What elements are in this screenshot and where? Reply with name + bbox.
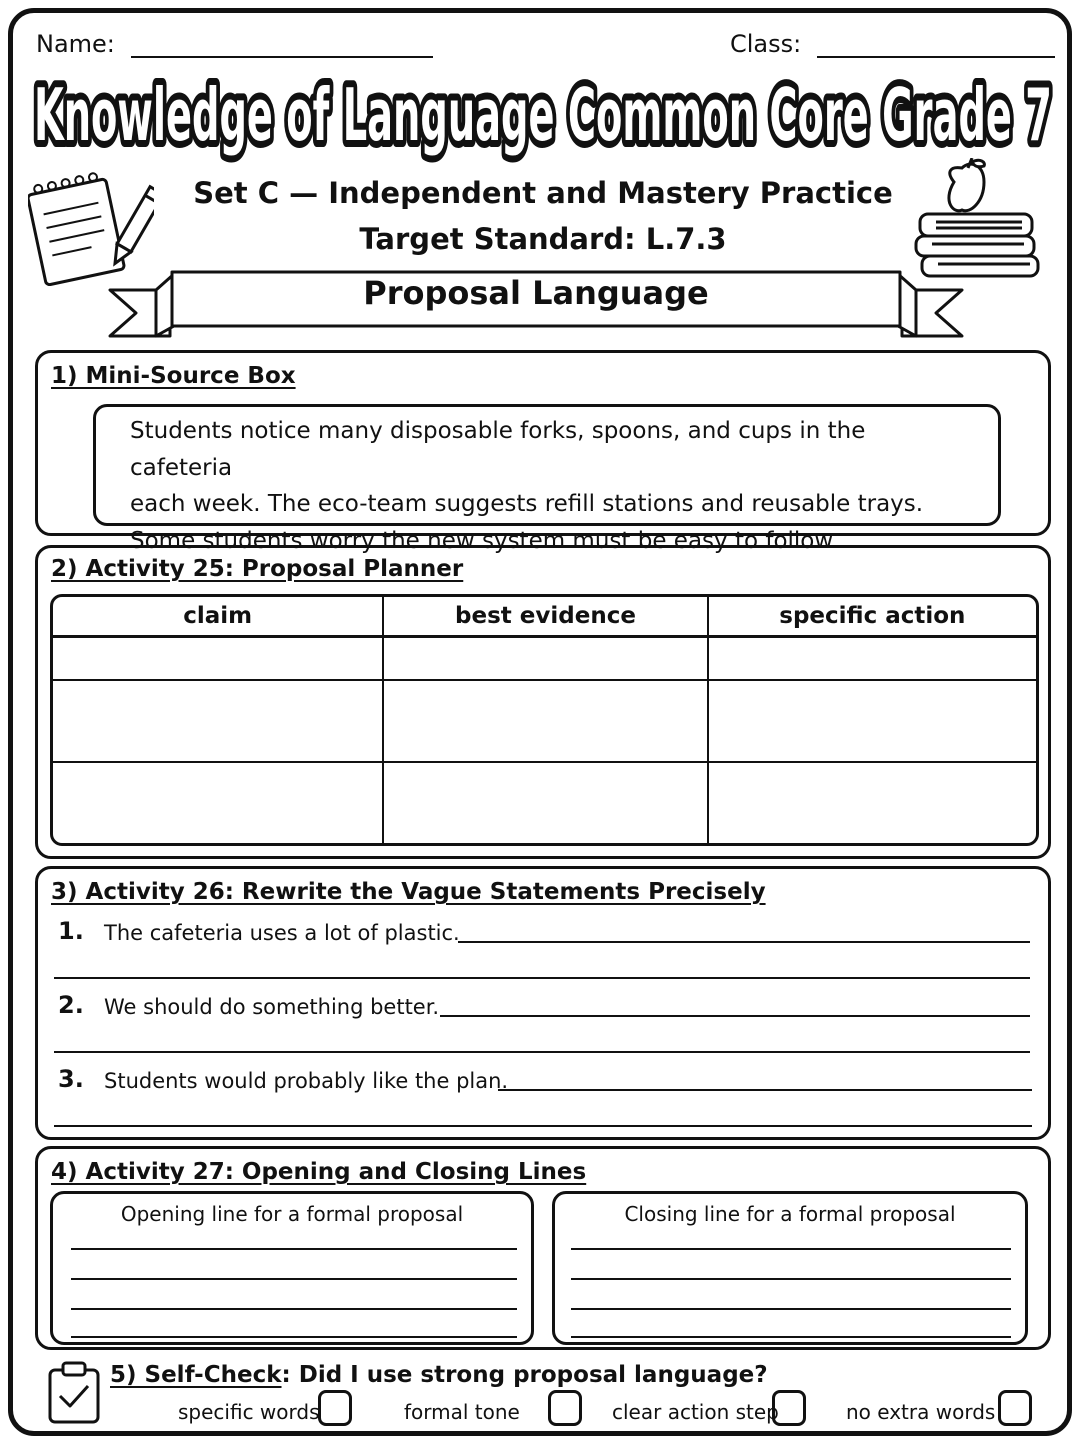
answer-line[interactable] [571, 1248, 1011, 1250]
table-cell[interactable] [707, 679, 1036, 761]
table-cell[interactable] [53, 679, 382, 761]
table-row [53, 761, 1036, 843]
worksheet-title [28, 64, 1058, 164]
proposal-planner-table [50, 594, 1039, 846]
class-field[interactable] [817, 32, 1055, 58]
table-cell[interactable] [53, 761, 382, 843]
opening-line-box [50, 1191, 534, 1345]
answer-line[interactable] [571, 1308, 1011, 1310]
answer-line[interactable] [571, 1278, 1011, 1280]
item-number: 3. [58, 1065, 84, 1093]
table-cell[interactable] [382, 761, 706, 843]
checkbox-specific-words[interactable] [318, 1390, 352, 1426]
source-line: Some students worry the new system must be easy to follow. [130, 527, 839, 554]
name-field[interactable] [131, 32, 433, 58]
checkbox-formal-tone[interactable] [548, 1390, 582, 1426]
table-cell[interactable] [53, 638, 382, 679]
vague-statement: We should do something better. [104, 995, 440, 1019]
column-header-specific-action: specific action [707, 597, 1036, 638]
table-cell[interactable] [707, 761, 1036, 843]
name-row [36, 30, 433, 58]
standard-subtitle: Target Standard: L.7.3 [359, 222, 727, 256]
class-label: Class: [730, 30, 802, 58]
section-title: 4) Activity 27: Opening and Closing Lines [51, 1159, 587, 1185]
item-number: 1. [58, 917, 84, 945]
table-cell[interactable] [382, 679, 706, 761]
table-row [53, 638, 1036, 679]
opening-line-label: Opening line for a formal proposal [120, 1202, 464, 1226]
table-cell[interactable] [382, 638, 706, 679]
closing-line-label: Closing line for a formal proposal [624, 1202, 956, 1226]
answer-line[interactable] [54, 1125, 1032, 1127]
answer-line[interactable] [54, 977, 1030, 979]
vague-statement: The cafeteria uses a lot of plastic. [104, 921, 460, 945]
section-title: 1) Mini-Source Box [51, 363, 296, 389]
column-header-claim: claim [53, 597, 382, 638]
section-title: 3) Activity 26: Rewrite the Vague Statements Precisely [51, 879, 766, 905]
answer-line[interactable] [71, 1308, 517, 1310]
self-check-heading: 5) Self-Check [110, 1362, 282, 1388]
answer-line[interactable] [498, 1089, 1032, 1091]
rewrite-section [35, 866, 1051, 1140]
answer-line[interactable] [71, 1278, 517, 1280]
title-text: Knowledge of Language Common Core Grade 7 [34, 73, 1052, 157]
table-row [53, 679, 1036, 761]
proposal-planner-section [35, 545, 1051, 859]
opening-closing-section [35, 1146, 1051, 1350]
column-header-best-evidence: best evidence [382, 597, 706, 638]
banner-title: Proposal Language [363, 274, 709, 312]
mini-source-box [93, 404, 1001, 554]
closing-line-box [552, 1191, 1028, 1345]
source-line: Students notice many disposable forks, spoons, and cups in the cafeteria [130, 418, 866, 481]
answer-line[interactable] [71, 1336, 517, 1338]
check-label-specific-words: specific words [178, 1400, 320, 1424]
item-number: 2. [58, 991, 84, 1019]
section-title: 2) Activity 25: Proposal Planner [51, 556, 464, 582]
checkbox-no-extra-words[interactable] [998, 1390, 1032, 1426]
answer-line[interactable] [458, 941, 1030, 943]
answer-line[interactable] [440, 1015, 1030, 1017]
source-line: each week. The eco-team suggests refill stations and reusable trays. [130, 491, 924, 517]
check-label-clear-action-step: clear action step [612, 1400, 779, 1424]
check-label-formal-tone: formal tone [404, 1400, 520, 1424]
self-check-question: : Did I use strong proposal language? [281, 1362, 768, 1388]
check-label-no-extra-words: no extra words [846, 1400, 996, 1424]
answer-line[interactable] [571, 1336, 1011, 1338]
vague-statement: Students would probably like the plan. [104, 1069, 509, 1093]
answer-line[interactable] [54, 1051, 1030, 1053]
set-subtitle: Set C — Independent and Mastery Practice [193, 176, 893, 210]
name-label: Name: [36, 30, 115, 58]
answer-line[interactable] [71, 1248, 517, 1250]
self-check-title [110, 1362, 768, 1388]
clipboard-check-icon [46, 1360, 102, 1424]
mini-source-section [35, 350, 1051, 554]
class-row [730, 30, 1055, 58]
table-cell[interactable] [707, 638, 1036, 679]
checkbox-clear-action-step[interactable] [772, 1390, 806, 1426]
